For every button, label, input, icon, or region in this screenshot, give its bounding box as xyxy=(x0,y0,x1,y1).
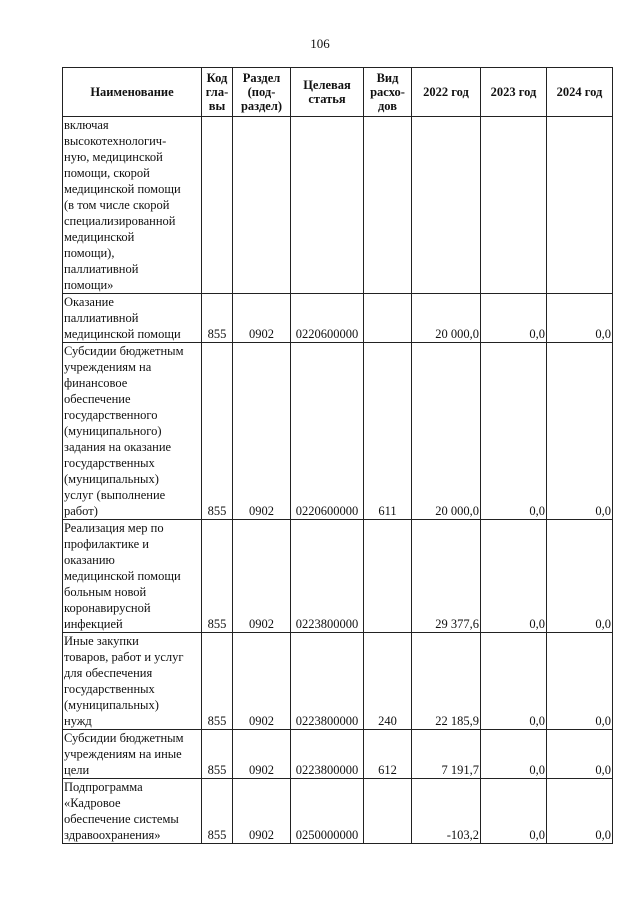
row-type xyxy=(364,117,412,294)
row-2023: 0,0 xyxy=(481,779,547,844)
row-2023: 0,0 xyxy=(481,633,547,730)
table-row xyxy=(63,779,613,844)
row-2023: 0,0 xyxy=(481,730,547,779)
row-2023: 0,0 xyxy=(481,294,547,343)
table-row xyxy=(63,343,613,520)
row-2024: 0,0 xyxy=(547,294,613,343)
budget-table xyxy=(62,67,613,844)
table-header-row xyxy=(63,68,613,117)
row-name: Подпрограмма «Кадровое обеспечение системы здравоохранения» xyxy=(63,779,202,844)
row-section: 0902 xyxy=(233,294,291,343)
header-2024: 2024 год xyxy=(547,68,613,117)
row-2023: 0,0 xyxy=(481,520,547,633)
header-name: Наименование xyxy=(63,68,202,117)
row-chapter: 855 xyxy=(202,520,233,633)
row-chapter: 855 xyxy=(202,779,233,844)
row-2024: 0,0 xyxy=(547,520,613,633)
row-2022: 20 000,0 xyxy=(412,294,481,343)
header-target-article: Целевая статья xyxy=(291,68,364,117)
row-type xyxy=(364,294,412,343)
page-number: 106 xyxy=(310,36,330,51)
row-2022: 22 185,9 xyxy=(412,633,481,730)
row-2024: 0,0 xyxy=(547,779,613,844)
row-article: 0220600000 xyxy=(291,343,364,520)
row-section xyxy=(233,117,291,294)
row-2022: 29 377,6 xyxy=(412,520,481,633)
row-article: 0220600000 xyxy=(291,294,364,343)
row-2024: 0,0 xyxy=(547,730,613,779)
header-2022: 2022 год xyxy=(412,68,481,117)
row-2022: 20 000,0 xyxy=(412,343,481,520)
row-type xyxy=(364,520,412,633)
row-2023 xyxy=(481,117,547,294)
table-row xyxy=(63,117,613,294)
row-chapter: 855 xyxy=(202,633,233,730)
row-section: 0902 xyxy=(233,520,291,633)
row-section: 0902 xyxy=(233,633,291,730)
row-article xyxy=(291,117,364,294)
table-row xyxy=(63,520,613,633)
header-chapter-code: Код гла- вы xyxy=(202,68,233,117)
row-chapter xyxy=(202,117,233,294)
row-name: Иные закупки товаров, работ и услуг для обеспечения государственных (муниципальных) нужд xyxy=(63,633,202,730)
row-chapter: 855 xyxy=(202,294,233,343)
row-2024: 0,0 xyxy=(547,633,613,730)
table-row xyxy=(63,633,613,730)
row-name: включая высокотехнологич- ную, медицинской помощи, скорой медицинской помощи (в том числе скорой специализированной медицинской помощи), паллиативной помощи» xyxy=(63,117,202,294)
row-2024 xyxy=(547,117,613,294)
row-section: 0902 xyxy=(233,779,291,844)
header-section: Раздел (под- раздел) xyxy=(233,68,291,117)
row-name: Субсидии бюджетным учреждениям на иные цели xyxy=(63,730,202,779)
row-article: 0250000000 xyxy=(291,779,364,844)
row-2024: 0,0 xyxy=(547,343,613,520)
row-type: 612 xyxy=(364,730,412,779)
row-type: 240 xyxy=(364,633,412,730)
row-article: 0223800000 xyxy=(291,520,364,633)
header-2023: 2023 год xyxy=(481,68,547,117)
row-type: 611 xyxy=(364,343,412,520)
row-type xyxy=(364,779,412,844)
row-2022: 7 191,7 xyxy=(412,730,481,779)
row-name: Оказание паллиативной медицинской помощи xyxy=(63,294,202,343)
row-article: 0223800000 xyxy=(291,730,364,779)
table-row xyxy=(63,294,613,343)
row-chapter: 855 xyxy=(202,730,233,779)
header-expense-type: Вид расхо- дов xyxy=(364,68,412,117)
row-section: 0902 xyxy=(233,343,291,520)
row-chapter: 855 xyxy=(202,343,233,520)
row-section: 0902 xyxy=(233,730,291,779)
row-2022 xyxy=(412,117,481,294)
row-article: 0223800000 xyxy=(291,633,364,730)
row-2023: 0,0 xyxy=(481,343,547,520)
row-name: Субсидии бюджетным учреждениям на финансовое обеспечение государственного (муниципального) задания на оказание государственных (муниципальных) услуг (выполнение работ) xyxy=(63,343,202,520)
table-row xyxy=(63,730,613,779)
row-2022: -103,2 xyxy=(412,779,481,844)
row-name: Реализация мер по профилактике и оказанию медицинской помощи больным новой коронавирусной инфекцией xyxy=(63,520,202,633)
